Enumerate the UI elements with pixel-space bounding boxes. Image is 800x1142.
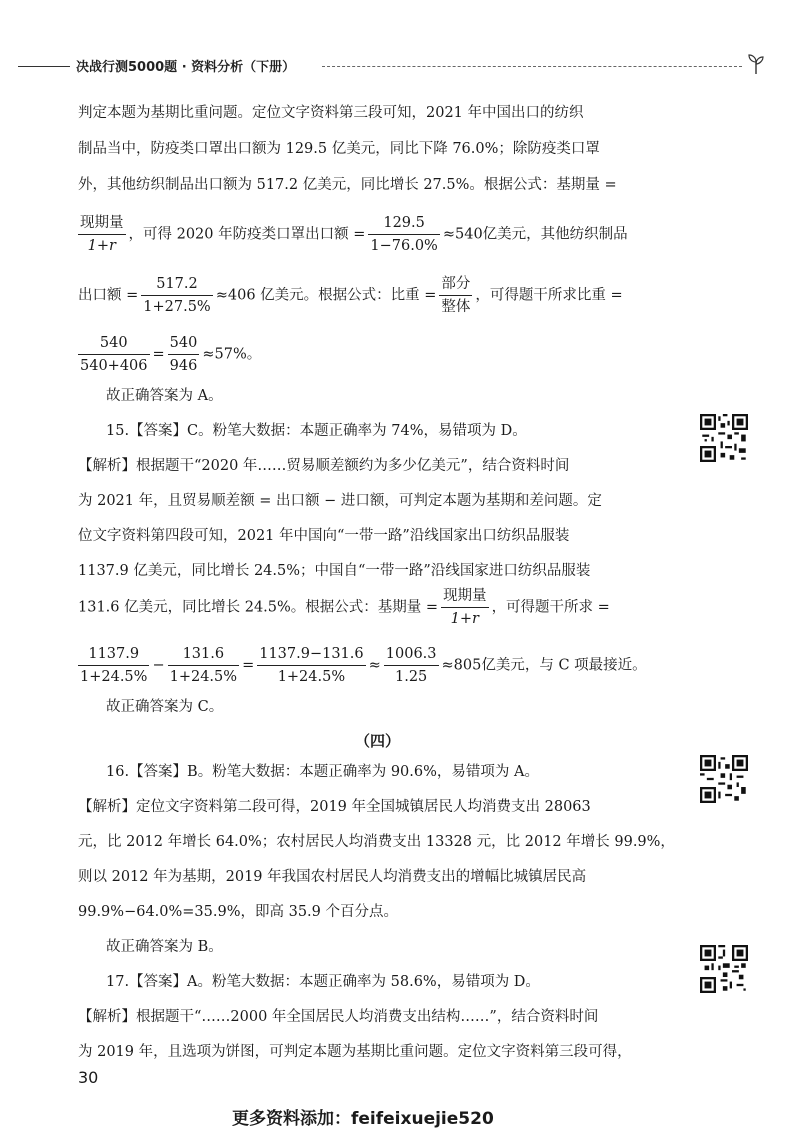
- running-header: [18, 52, 758, 82]
- text-line: 【解析】根据题干“……2000 年全国居民人均消费支出结构……”，结合资料时间: [78, 1009, 599, 1025]
- text-line: 99.9%−64.0%=35.9%，即高 35.9 个百分点。: [78, 904, 398, 920]
- qr-code-icon[interactable]: [700, 945, 748, 993]
- text-line: 1137.9 亿美元，同比增长 24.5%；中国自“一带一路”沿线国家进口纺织品服装: [78, 563, 591, 579]
- formula-line: $\frac{540}{540+406}$ = $\frac{540}{946}$ ≈57%。: [80, 335, 262, 374]
- text-line: 制品当中，防疫类口罩出口额为 129.5 亿美元，同比下降 76.0%；除防疫类口罩: [78, 141, 600, 157]
- fraction: $\frac{540}{540+406}$: [80, 335, 148, 374]
- qr-code-icon[interactable]: [700, 755, 748, 803]
- fraction: $\frac{540}{946}$: [169, 335, 198, 374]
- fraction: $\frac{131.6}{1+24.5\%}$: [169, 646, 238, 685]
- book-title: 决战行测5000题 · 资料分析（下册）: [76, 60, 296, 75]
- sprout-icon: [744, 52, 768, 76]
- qr-code-icon[interactable]: [700, 414, 748, 462]
- question-header: 16.【答案】B。粉笔大数据：本题正确率为 90.6%，易错项为 A。: [106, 764, 539, 780]
- text-line: 【解析】根据题干“2020 年……贸易顺差额约为多少亿美元”，结合资料时间: [78, 458, 570, 474]
- text-line: 判定本题为基期比重问题。定位文字资料第三段可知，2021 年中国出口的纺织: [78, 105, 584, 121]
- fraction: $\frac{517.2}{1+27.5\%}$: [143, 276, 211, 315]
- text-line: 【解析】定位文字资料第二段可得，2019 年全国城镇居民人均消费支出 28063: [78, 799, 591, 815]
- header-rule-right: [322, 66, 742, 67]
- text-line: 为 2021 年，且贸易顺差额 = 出口额 − 进口额，可判定本题为基期和差问题。定: [78, 493, 602, 509]
- footer-note: 更多资料添加：feifeixuejie520: [232, 1109, 494, 1129]
- text-line: 为 2019 年，且选项为饼图，可判定本题为基期比重问题。定位文字资料第三段可得，: [78, 1044, 632, 1060]
- formula-line: $\frac{\text{现期量}}{1+r}$ ，可得 2020 年防疫类口罩出口额 = $\frac{129.5}{1-76.0\%}$ ≈540亿美元，其他纺织制品: [80, 215, 628, 254]
- fraction: $\frac{129.5}{1-76.0\%}$: [370, 215, 438, 254]
- fraction: $\frac{\text{部分}}{\text{整体}}$: [441, 276, 471, 315]
- fraction: $\frac{\text{现期量}}{1+r}$: [443, 588, 487, 627]
- formula-line: $\frac{1137.9}{1+24.5\%}$ − $\frac{131.6}{1+24.5\%}$ = $\frac{1137.9-131.6}{1+24.5\%}$ ≈ $\frac{1006.3}{1.25}$ ≈805亿美元，与 C 项最接近。: [80, 646, 647, 685]
- formula-line: 131.6 亿美元，同比增长 24.5%。根据公式：基期量 = $\frac{\text{现期量}}{1+r}$ ，可得题干所求 =: [78, 588, 610, 627]
- question-header: 15.【答案】C。粉笔大数据：本题正确率为 74%，易错项为 D。: [106, 423, 527, 439]
- formula-line: 出口额 = $\frac{517.2}{1+27.5\%}$ ≈406 亿美元。根据公式：比重 = $\frac{\text{部分}}{\text{整体}}$ ，可得题干所求比重 =: [78, 276, 623, 315]
- fraction: $\frac{1137.9-131.6}{1+24.5\%}$: [259, 646, 364, 685]
- answer-line: 故正确答案为 A。: [106, 388, 223, 404]
- fraction: $\frac{\text{现期量}}{1+r}$: [80, 215, 124, 254]
- answer-line: 故正确答案为 C。: [106, 699, 224, 715]
- question-header: 17.【答案】A。粉笔大数据：本题正确率为 58.6%，易错项为 D。: [106, 974, 540, 990]
- fraction: $\frac{1006.3}{1.25}$: [385, 646, 437, 685]
- answer-line: 故正确答案为 B。: [106, 939, 223, 955]
- section-heading: （四）: [355, 732, 401, 750]
- text-line: 元，比 2012 年增长 64.0%；农村居民人均消费支出 13328 元，比 2012 年增长 99.9%，: [78, 834, 675, 850]
- text-line: 外，其他纺织制品出口额为 517.2 亿美元，同比增长 27.5%。根据公式：基期量 =: [78, 177, 617, 193]
- text-line: 位文字资料第四段可知，2021 年中国向“一带一路”沿线国家出口纺织品服装: [78, 528, 570, 544]
- page-number: 30: [78, 1068, 99, 1087]
- text-line: 则以 2012 年为基期，2019 年我国农村居民人均消费支出的增幅比城镇居民高: [78, 869, 587, 885]
- header-rule-left: [18, 66, 70, 67]
- fraction: $\frac{1137.9}{1+24.5\%}$: [80, 646, 148, 685]
